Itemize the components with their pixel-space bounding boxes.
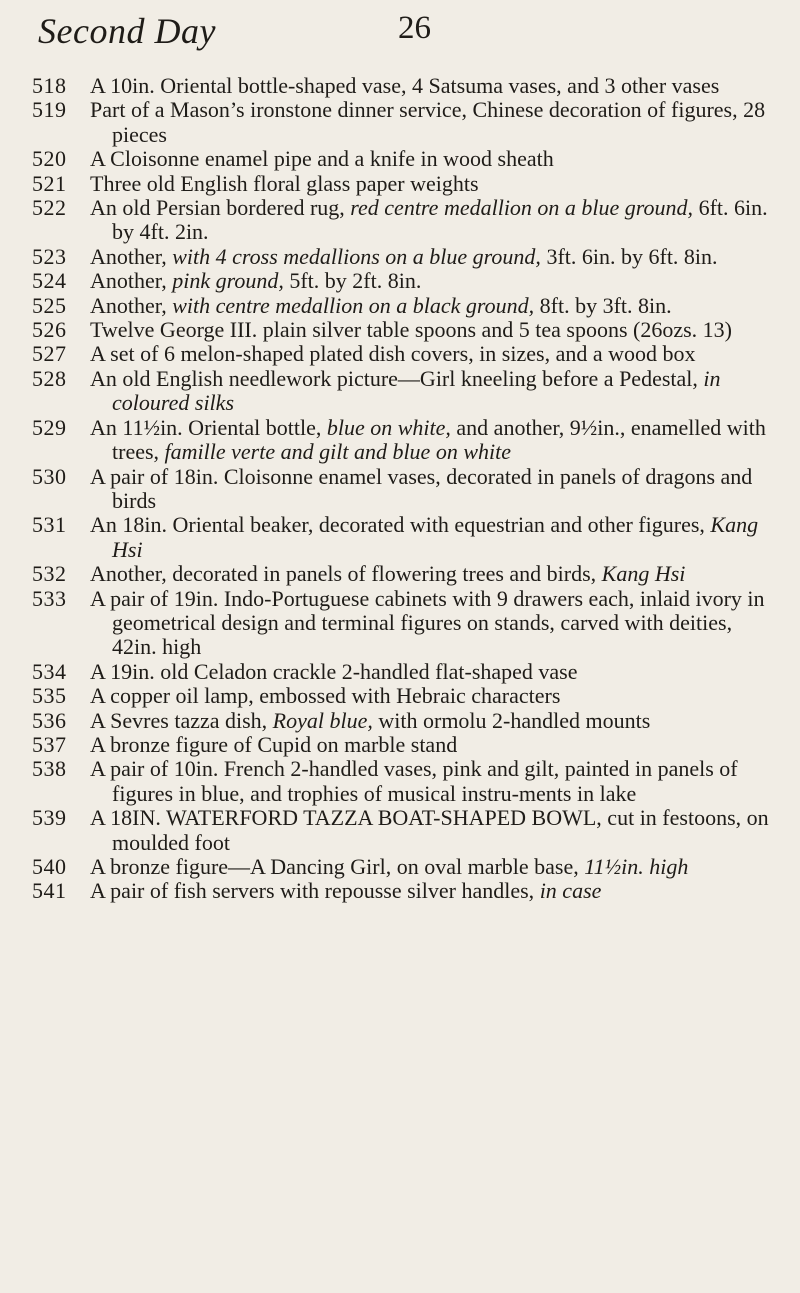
lot-description-italic: in coloured silks <box>112 365 721 416</box>
lot-item <box>32 733 782 757</box>
lot-number: 518 <box>32 73 67 98</box>
lot-description-text: A pair of 10in. French 2-handled vases, pink and gilt, painted in panels of figures in blue, and trophies of musical instru-ments in lake <box>90 756 738 806</box>
lot-description-italic: blue on white, <box>326 414 451 440</box>
lot-description-text: A set of 6 melon-shaped plated dish covers, in sizes, and a wood box <box>90 341 696 367</box>
lot-description-italic: famille verte and gilt and blue on white <box>164 439 511 465</box>
lot-item <box>32 416 782 465</box>
lot-number: 531 <box>32 512 67 538</box>
lot-description-text: Three old English floral glass paper weights <box>90 170 479 196</box>
lot-description <box>90 587 782 660</box>
lot-item <box>32 757 782 806</box>
lot-number: 529 <box>32 414 67 440</box>
lot-item <box>32 74 782 98</box>
lot-number: 538 <box>32 756 67 782</box>
lot-description <box>90 147 782 171</box>
lot-description-italic: 11½in. high <box>584 854 689 879</box>
lot-list <box>32 74 782 904</box>
lot-description-text: 6ft. 6in. by 4ft. 2in. <box>112 195 768 245</box>
lot-item <box>32 465 782 514</box>
lot-description <box>90 806 782 855</box>
lot-number: 532 <box>32 561 67 587</box>
lot-number: 519 <box>32 97 67 123</box>
lot-description-italic: pink ground, <box>172 268 284 294</box>
lot-number: 539 <box>32 805 67 831</box>
lot-description-text: and another, 9½in., enamelled with trees, <box>112 414 766 465</box>
lot-description <box>90 367 782 416</box>
lot-description <box>90 269 782 293</box>
lot-description <box>90 98 782 147</box>
lot-number: 534 <box>32 658 67 684</box>
lot-item <box>32 147 782 171</box>
lot-description-text: An old English needlework picture—Girl kneeling before a Pedestal, <box>90 365 704 391</box>
lot-description-italic: red centre medallion on a blue ground, <box>350 195 694 221</box>
lot-description <box>90 660 782 684</box>
lot-item <box>32 562 782 586</box>
lot-number: 537 <box>32 731 67 757</box>
lot-description <box>90 465 782 514</box>
lot-number: 536 <box>32 707 67 733</box>
lot-item <box>32 318 782 342</box>
lot-description-text: A Sevres tazza dish, <box>90 707 273 733</box>
page-header <box>38 10 768 60</box>
lot-description <box>90 318 782 342</box>
lot-description-text: Another, <box>90 243 173 269</box>
lot-description <box>90 879 782 903</box>
lot-description-italic: Kang Hsi <box>601 561 686 587</box>
lot-description-text: 3ft. 6in. by 6ft. 8in. <box>540 243 718 269</box>
lot-number: 527 <box>32 341 67 367</box>
lot-item <box>32 806 782 855</box>
lot-description <box>90 733 782 757</box>
lot-description-text: A 19in. old Celadon crackle 2-handled flat-shaped vase <box>90 658 578 684</box>
lot-description <box>90 562 782 586</box>
lot-item <box>32 367 782 416</box>
lot-description-text: A pair of 18in. Cloisonne enamel vases, decorated in panels of dragons and birds <box>90 463 753 513</box>
lot-description <box>90 416 782 465</box>
lot-description-text: An 11½in. Oriental bottle, <box>90 414 327 440</box>
lot-item <box>32 172 782 196</box>
lot-item <box>32 196 782 245</box>
lot-number: 528 <box>32 365 67 391</box>
lot-number: 524 <box>32 268 67 294</box>
lot-description <box>90 172 782 196</box>
lot-item <box>32 684 782 708</box>
lot-description-text: A bronze figure—A Dancing Girl, on oval marble base, <box>90 854 585 879</box>
lot-number: 521 <box>32 170 67 196</box>
lot-description <box>90 245 782 269</box>
lot-number: 523 <box>32 243 67 269</box>
lot-item <box>32 98 782 147</box>
lot-description <box>90 294 782 318</box>
lot-item <box>32 269 782 293</box>
lot-number: 541 <box>32 878 67 904</box>
lot-item <box>32 660 782 684</box>
lot-description-text: An 18in. Oriental beaker, decorated with equestrian and other figures, <box>90 512 711 538</box>
lot-description-text: Another, <box>90 292 173 318</box>
lot-description <box>90 709 782 733</box>
lot-description-text: A Cloisonne enamel pipe and a knife in wood sheath <box>90 146 554 172</box>
lot-number: 540 <box>32 854 67 879</box>
lot-item <box>32 855 782 879</box>
lot-description-text: with ormolu 2-handled mounts <box>372 707 651 733</box>
lot-description <box>90 513 782 562</box>
lot-description <box>90 855 782 879</box>
lot-number: 535 <box>32 683 67 709</box>
lot-description-text: Twelve George III. plain silver table spoons and 5 tea spoons (26ozs. 13) <box>90 317 733 343</box>
lot-item <box>32 587 782 660</box>
lot-item <box>32 342 782 366</box>
lot-description <box>90 684 782 708</box>
lot-description-text: 8ft. by 3ft. 8in. <box>534 292 672 318</box>
lot-number: 526 <box>32 317 67 343</box>
section-title: Second Day <box>38 11 216 51</box>
lot-description-italic: Royal blue, <box>272 707 373 733</box>
lot-description-text: A bronze figure of Cupid on marble stand <box>90 731 458 757</box>
lot-item <box>32 879 782 903</box>
lot-description <box>90 342 782 366</box>
lot-description-text: A pair of fish servers with repousse silver handles, <box>90 878 540 904</box>
lot-description-text: A 18IN. WATERFORD TAZZA BOAT-SHAPED BOWL, cut in festoons, on moulded foot <box>90 805 769 855</box>
lot-description-italic: with centre medallion on a black ground, <box>172 292 535 318</box>
lot-description-text: Another, <box>90 268 173 294</box>
lot-description-text: A pair of 19in. Indo-Portuguese cabinets with 9 drawers each, inlaid ivory in geometrical design and terminal figures on stands, carved with deities, 42in. high <box>90 585 765 660</box>
lot-description <box>90 74 782 98</box>
lot-number: 520 <box>32 146 67 172</box>
lot-description-text: 5ft. by 2ft. 8in. <box>283 268 422 294</box>
lot-description-italic: with 4 cross medallions on a blue ground, <box>172 243 541 269</box>
lot-description-italic: in case <box>539 878 602 904</box>
lot-number: 525 <box>32 292 67 318</box>
lot-description-text: An old Persian bordered rug, <box>90 195 351 221</box>
lot-description-text: A copper oil lamp, embossed with Hebraic characters <box>90 683 561 709</box>
lot-number: 533 <box>32 585 67 611</box>
lot-number: 530 <box>32 463 67 489</box>
lot-description-italic: Kang Hsi <box>112 512 759 562</box>
lot-description <box>90 196 782 245</box>
lot-description-text: Another, decorated in panels of flowering trees and birds, <box>90 561 602 587</box>
lot-item <box>32 294 782 318</box>
lot-item <box>32 513 782 562</box>
lot-item <box>32 245 782 269</box>
lot-description-text: Part of a Mason’s ironstone dinner service, Chinese decoration of figures, 28 pieces <box>90 97 766 147</box>
lot-description <box>90 757 782 806</box>
page-number: 26 <box>398 10 431 46</box>
lot-item <box>32 709 782 733</box>
lot-description-text: A 10in. Oriental bottle-shaped vase, 4 Satsuma vases, and 3 other vases <box>90 73 720 98</box>
lot-number: 522 <box>32 195 67 221</box>
